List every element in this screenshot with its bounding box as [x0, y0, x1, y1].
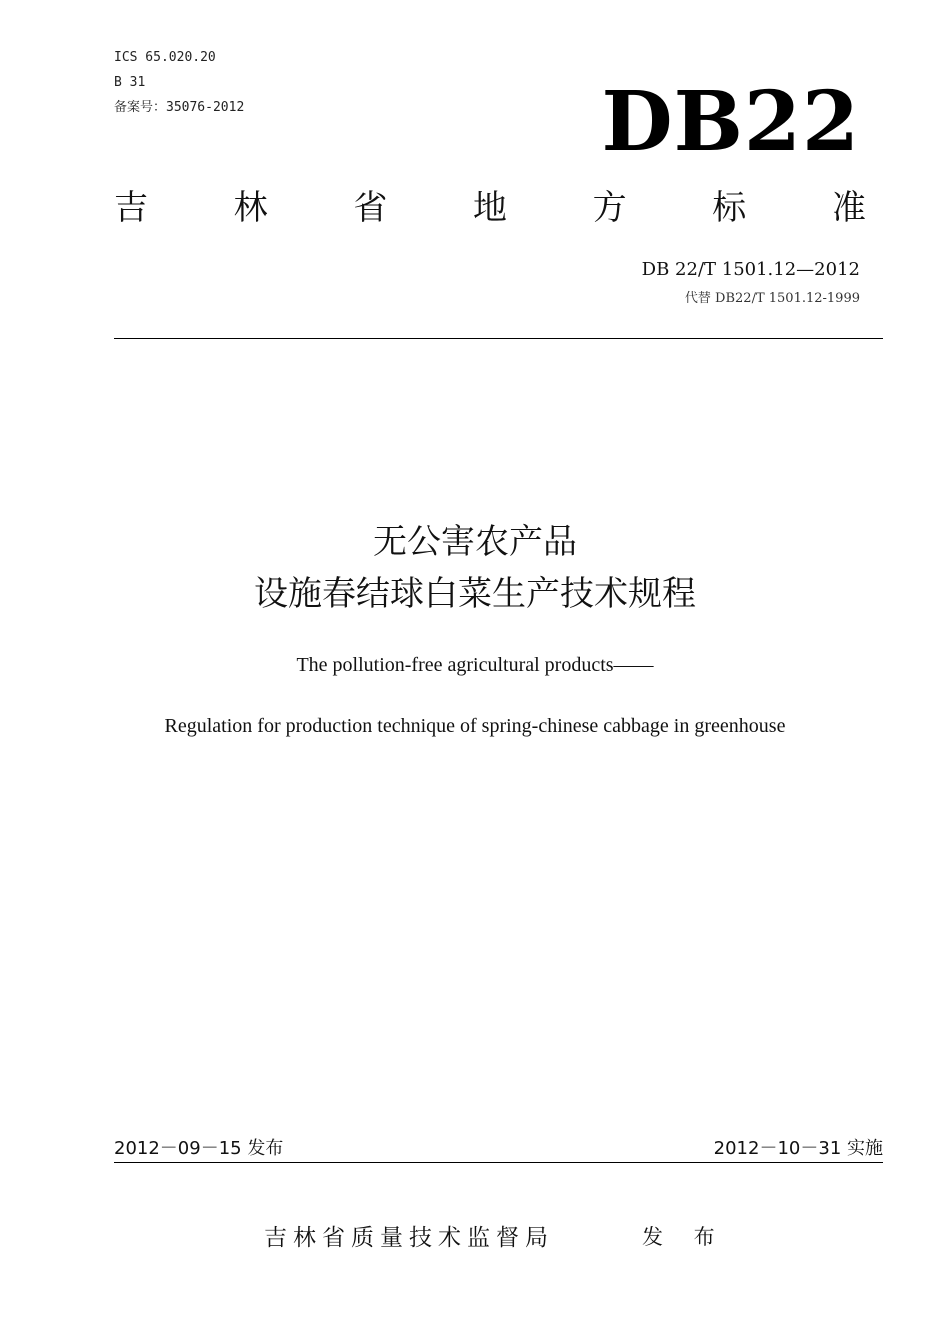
standard-type-title [114, 186, 866, 230]
standard-type-char: 准 [831, 188, 866, 228]
publisher-name: 吉林省质量技术监督局 [264, 1225, 554, 1251]
standard-number: DB 22/T 1501.12—2012 [641, 259, 860, 280]
document-title-en-line2: Regulation for production technique of spring-chinese cabbage in greenhouse [164, 715, 786, 737]
document-title-cn-line1: 无公害农产品 [373, 522, 577, 562]
classification-code: B 31 [114, 75, 146, 90]
standard-type-char: 方 [592, 188, 627, 228]
replaces-standard: 代替 DB22/T 1501.12-1999 [684, 291, 860, 306]
implementation-date: 2012－10－31 实施 [713, 1138, 883, 1159]
header-divider [114, 338, 883, 339]
standard-type-char: 标 [712, 188, 747, 228]
document-title-en-line1: The pollution-free agricultural products—— [296, 654, 654, 676]
standard-type-char: 林 [233, 188, 268, 228]
issue-date: 2012－09－15 发布 [114, 1138, 284, 1159]
standard-type-char: 省 [353, 188, 388, 228]
standard-type-char: 吉 [114, 188, 148, 228]
standard-logo: DB22 [601, 74, 860, 170]
ics-code: ICS 65.020.20 [114, 50, 216, 65]
document-title-cn-line2: 设施春结球白菜生产技术规程 [254, 574, 696, 614]
standard-type-char: 地 [472, 188, 507, 228]
footer-divider [114, 1162, 883, 1163]
record-number: 备案号：35076-2012 [114, 100, 245, 115]
publish-label: 发 布 [642, 1225, 727, 1249]
